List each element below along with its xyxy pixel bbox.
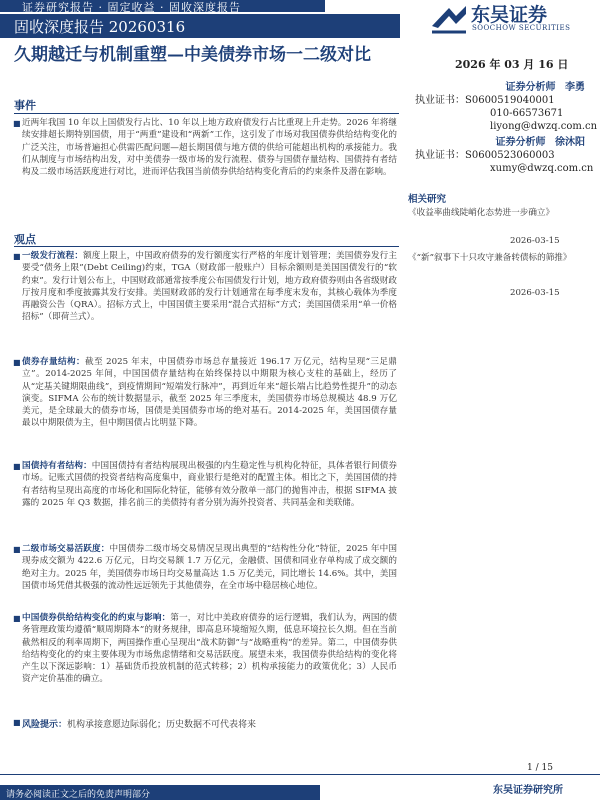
view-paragraph: [13, 250, 397, 324]
page-number: 1 / 15: [527, 763, 553, 773]
risk-text: 机构承接意愿边际弱化；历史数据不可代表将来: [67, 720, 257, 730]
risk-label: 风险提示：: [22, 720, 68, 730]
section-heading-event: 事件: [14, 99, 36, 112]
view-text: 中国债券二级市场交易情况呈现出典型的“结构性分化”特征，2025 年中国现券成交额为 422.6 万亿元，日均交易额 1.7 万亿元，金融债、国债和同业存单构成了成交额的绝对主力。2025 年，美国债券市场日均交易量高达 1.5 万亿美元，同比增长 14.6%。其中，美国国债市场凭借其极强的流动性远远领先于其他债券，在全市场中稳居核心地位。: [22, 544, 397, 591]
report-date: 2026 年 03 月 16 日: [455, 58, 569, 71]
related-research-date: 2026-03-15: [510, 236, 560, 246]
analyst-name: 徐沐阳: [555, 137, 585, 148]
footer-company: 东吴证券研究所: [493, 785, 563, 796]
analyst-role: 证券分析师: [495, 137, 546, 148]
bullet-icon: ■: [13, 718, 21, 727]
logo-english-name: SOOCHOW SECURITIES: [472, 24, 571, 32]
analyst-email[interactable]: liyong@dwzq.com.cn: [490, 121, 598, 132]
bullet-icon: ■: [13, 358, 21, 367]
section-divider: [14, 113, 399, 114]
analyst-cert: 执业证书：S0600519040001: [415, 95, 555, 106]
view-paragraph: [13, 543, 397, 592]
bullet-icon: ■: [13, 614, 21, 623]
section-heading-views: 观点: [14, 233, 36, 246]
analyst-name: 李勇: [565, 82, 585, 93]
view-paragraph: [13, 460, 397, 509]
event-paragraph: [13, 117, 397, 178]
logo-icon: [430, 2, 468, 36]
bullet-icon: ■: [13, 462, 21, 471]
related-research-heading: 相关研究: [408, 194, 447, 205]
bullet-icon: ■: [13, 545, 21, 554]
view-text: 额度上限上，中国政府债券的发行额度实行严格的年度计划管理；美国债券发行主要受“债务上限”(Debt Ceiling)约束，TGA（财政部一般账户）目标余额则是美国国债发行的“软约束”。发行计划公布上，中国财政部通常按季度公布国债发行计划，地方政府债券则由各省级财政厅按月度和季度披露其发行安排。美国财政部的发行计划通常在每季度末发布，其核心载体为季度再融资公告（QRA）。招标方式上，中国国债主要采用“混合式招标”方式；美国国债采用“单一价格招标”（即荷兰式）。: [22, 251, 397, 323]
section-divider: [14, 246, 399, 247]
related-research-item[interactable]: 《收益率曲线陡峭化态势进一步确立》: [408, 208, 555, 218]
footer-disclaimer-bar: [0, 785, 320, 800]
company-logo: [430, 0, 600, 38]
related-research-item[interactable]: 《“新”叙事下十只攻守兼备转债标的筛推》: [408, 253, 572, 263]
analyst-email[interactable]: xumy@dwzq.com.cn: [490, 163, 594, 174]
analyst-cert: 执业证书：S0600523060003: [415, 150, 555, 161]
event-text: 近两年我国 10 年以上国债发行占比、10 年以上地方政府债发行占比重现上升走势。2026 年将继续安排超长期特别国债，用于“两重”建设和“两新”工作，这引发了市场对我国债券供给结构变化的广泛关注，市场普遍担心供需匹配问题—超长期国债与地方债的供给可能超出机构的承接能力。我们从制度与市场结构出发，对中美债券一级市场的发行流程、债券与国债存量结构、国债持有者结构及二级市场活跃度进行对比，进而评估我国当前债券供给结构变化背后的约束条件及潜在影响。: [22, 118, 397, 178]
view-label: 一级发行流程：: [22, 251, 84, 261]
view-label: 二级市场交易活跃度：: [22, 544, 110, 554]
view-text: 中国国债持有者结构展现出极强的内生稳定性与机构化特征，具体者银行间债券市场。记账式国债的投资者结构高度集中，商业银行是绝对的配置主体。相比之下，美国国债的持有者结构呈现出高度的市场化和国际化特征，能够有效分散单一部门的抛售冲击，根据 SIFMA 披露的 2025 年 Q3 数据，排名前三的美债持有者分别为海外投资者、共同基金和美联储。: [22, 461, 397, 508]
logo-name: 东吴证券: [471, 4, 548, 26]
view-label: 国债持有者结构：: [22, 461, 92, 471]
report-title: 久期越迁与机制重塑—中美债券市场一二级对比: [14, 45, 371, 65]
view-label: 中国债券供给结构变化的约束与影响：: [22, 613, 171, 623]
analyst-role: 证券分析师: [505, 82, 556, 93]
footer-divider: [0, 774, 600, 775]
top-banner-text: 证券研究报告 · 固定收益 · 固收深度报告: [22, 1, 241, 14]
related-research-date: 2026-03-15: [510, 288, 560, 298]
bullet-icon: ■: [13, 119, 21, 128]
view-paragraph: [13, 612, 397, 686]
footer-disclaimer[interactable]: 请务必阅读正文之后的免责声明部分: [6, 790, 151, 800]
report-type-label: 固收深度报告 20260316: [14, 18, 186, 36]
analyst-card-1: [415, 81, 598, 133]
analyst-card-2: [415, 136, 595, 175]
analyst-phone: 010-66573671: [490, 108, 564, 119]
view-label: 债券存量结构：: [22, 357, 86, 367]
risk-warning: [13, 717, 257, 730]
view-paragraph: [13, 356, 397, 430]
bullet-icon: ■: [13, 252, 21, 261]
report-type-bar: [0, 14, 400, 38]
view-text: 截至 2025 年末，中国债券市场总存量接近 196.17 万亿元，结构呈现“三足鼎立”。2014-2025 年间，中国国债存量结构在始终保持以中期限为核心支柱的基础上，经历了从“定基关键期限曲线”，到疫情期间“短端发行脉冲”，再到近年来“超长端占比趋势性提升”的动态演变。SIFMA 公布的统计数据显示，截至 2025 年三季度末，美国债券市场总规模达 48.9 万亿美元，是全球最大的债券市场，国债是美国债券市场的绝对基石。2014-2025 年，美国国债存量最以中期限债为主，但中期国债占比明显下降。: [22, 357, 397, 429]
view-text: 第一，对比中美政府债券的运行逻辑，我们认为，两国的债务管理政策均遵循“顺周期降本”的财务规律，即高息环境缩短久期，低息环境拉长久期。但在当前截然相反的利率周期下，两国操作重心呈现出“战术防御”与“战略重构”的差异。第二，中国债券供给结构变化的约束主要体现为市场焦虑情绪和交易活跃度。展望未来，我国债券供给结构的变化将产生以下深远影响：1）基础货币投放机制的范式转移；2）机构承接能力的政策优化；3）人民币资产定价基准的确立。: [22, 613, 397, 685]
